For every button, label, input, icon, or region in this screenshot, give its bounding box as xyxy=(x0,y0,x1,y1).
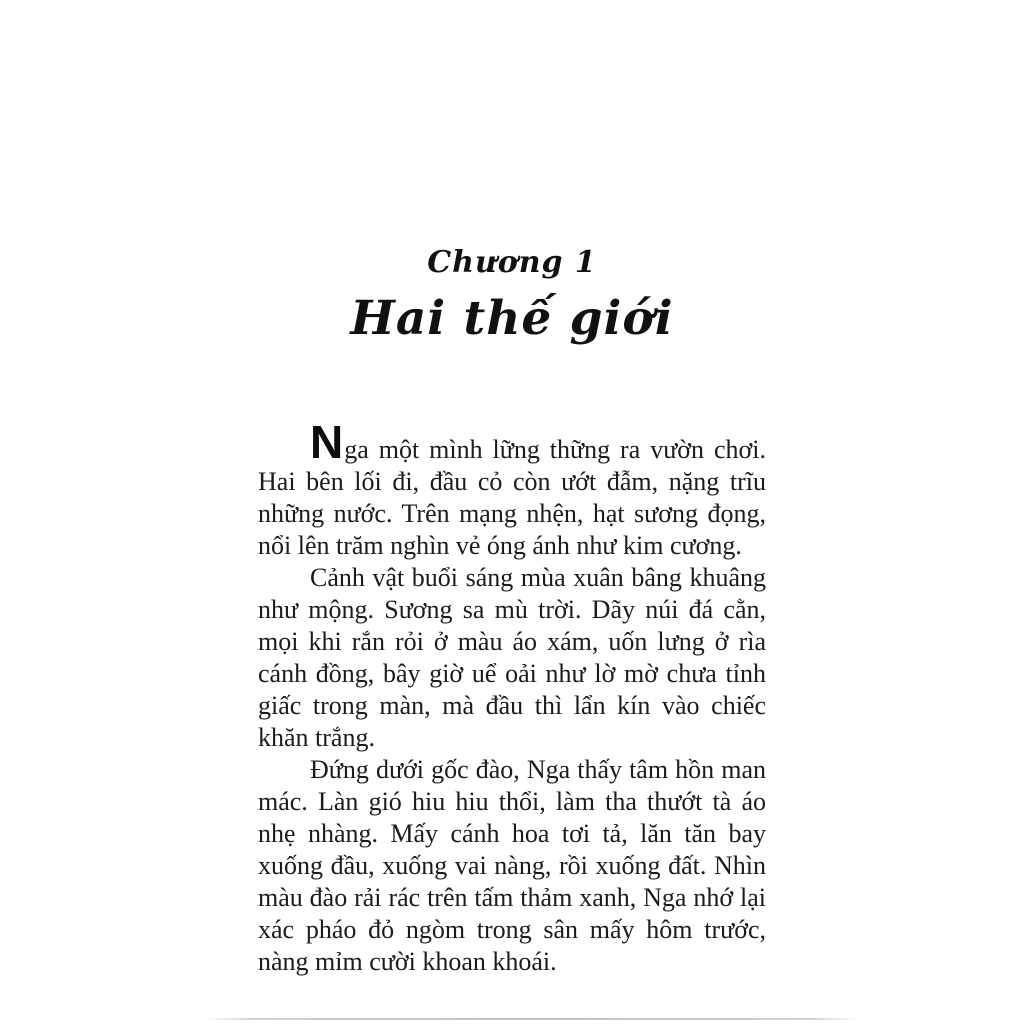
body-text xyxy=(258,416,766,978)
paragraph: Đứng dưới gốc đào, Nga thấy tâm hồn man mác. Làn gió hiu hiu thổi, làm tha thướt tà áo nhẹ nhàng. Mấy cánh hoa tơi tả, lăn tăn bay xuống đầu, xuống vai nàng, rồi xuống đất. Nhìn màu đào rải rác trên tấm thảm xanh, Nga nhớ lại xác pháo đỏ ngòm trong sân mấy hôm trước, nàng mỉm cười khoan khoái. xyxy=(258,755,766,976)
book-page xyxy=(258,0,766,978)
drop-cap-initial: N xyxy=(310,416,344,468)
paragraph-text: ga một mình lững thững ra vườn chơi. Hai bên lối đi, đầu cỏ còn ướt đẫm, nặng trĩu những nước. Trên mạng nhện, hạt sương đọng, nổi lên trăm nghìn vẻ óng ánh như kim cương. xyxy=(258,435,766,560)
paragraph xyxy=(258,416,766,562)
page-edge-shadow xyxy=(204,1018,860,1020)
paragraph: Cảnh vật buổi sáng mùa xuân bâng khuâng như mộng. Sương sa mù trời. Dãy núi đá cằn, mọi khi rắn rỏi ở màu áo xám, uốn lưng ở rìa cánh đồng, bây giờ uể oải như lờ mờ chưa tỉnh giấc trong màn, mà đầu thì lẩn kín vào chiếc khăn trắng. xyxy=(258,563,766,752)
chapter-label: Chương 1 xyxy=(427,245,597,280)
chapter-title: Hai thế giới xyxy=(350,291,674,346)
